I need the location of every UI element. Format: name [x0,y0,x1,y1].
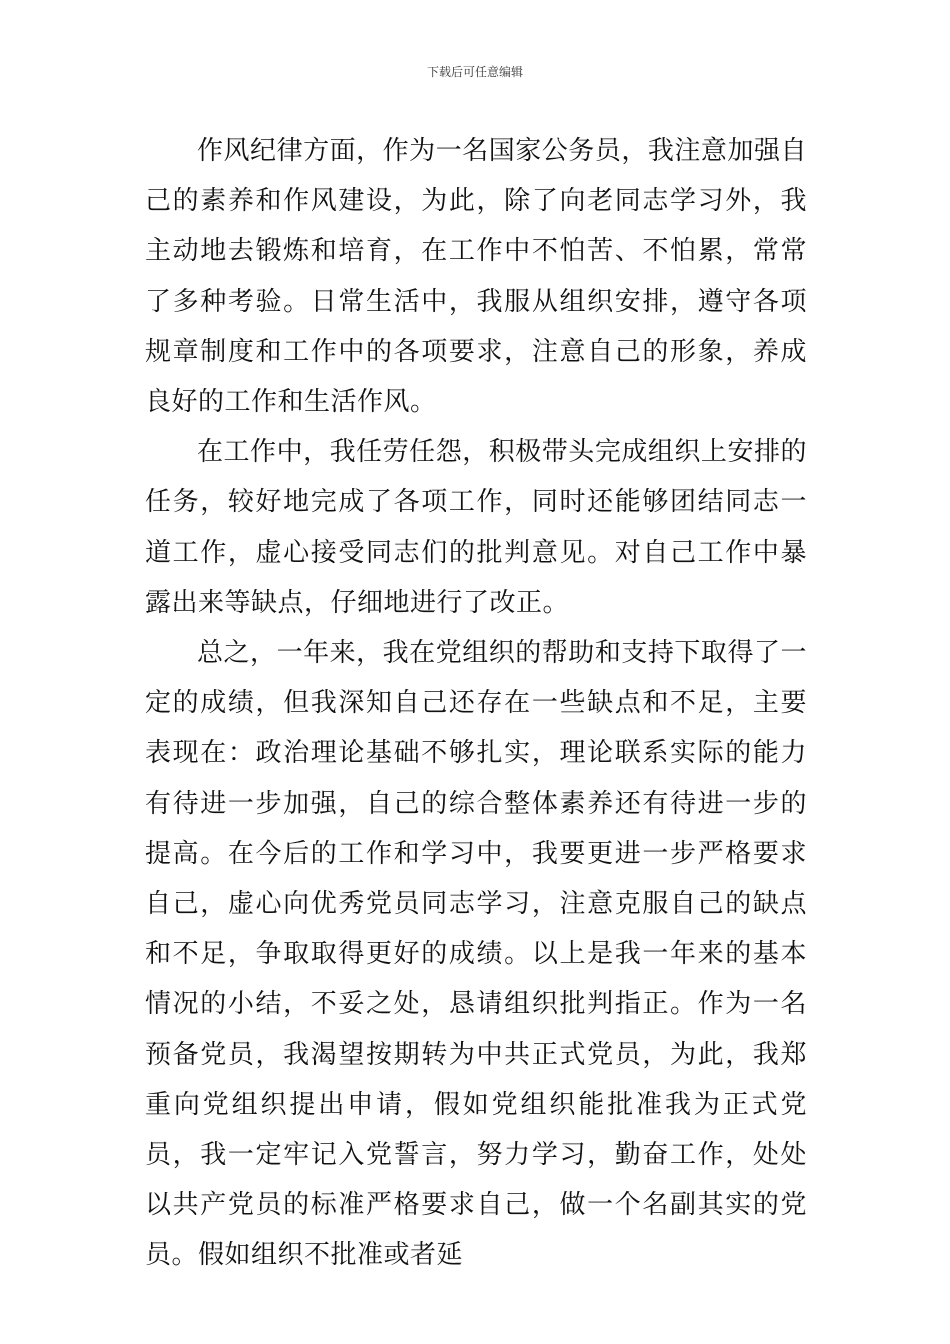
paragraph-summary: 总之，一年来，我在党组织的帮助和支持下取得了一定的成绩，但我深知自己还存在一些缺点和不足，主要表现在：政治理论基础不够扎实，理论联系实际的能力有待进一步加强，自己的综合整体素养还有待进一步的提高。在今后的工作和学习中，我要更进一步严格要求自己，虚心向优秀党员同志学习，注意克服自己的缺点和不足，争取取得更好的成绩。以上是我一年来的基本情况的小结，不妥之处，恳请组织批判指正。作为一名预备党员，我渴望按期转为中共正式党员，为此，我郑重向党组织提出申请，假如党组织能批准我为正式党员，我一定牢记入党誓言，努力学习，勤奋工作，处处以共产党员的标准严格要求自己，做一个名副其实的党员。假如组织不批准或者延 [145,638,807,1271]
page-header: 下载后可任意编辑 [426,65,523,79]
paragraph-work: 在工作中，我任劳任怨，积极带头完成组织上安排的任务，较好地完成了各项工作，同时还能够团结同志一道工作，虚心接受同志们的批判意见。对自己工作中暴露出来等缺点，仔细地进行了改正。 [145,437,807,618]
paragraph-discipline: 作风纪律方面，作为一名国家公务员，我注意加强自己的素养和作风建设，为此，除了向老同志学习外，我主动地去锻炼和培育，在工作中不怕苦、不怕累，常常了多种考验。日常生活中，我服从组织安排，遵守各项规章制度和工作中的各项要求，注意自己的形象，养成良好的工作和生活作风。 [145,136,807,418]
document-body [145,126,807,1281]
